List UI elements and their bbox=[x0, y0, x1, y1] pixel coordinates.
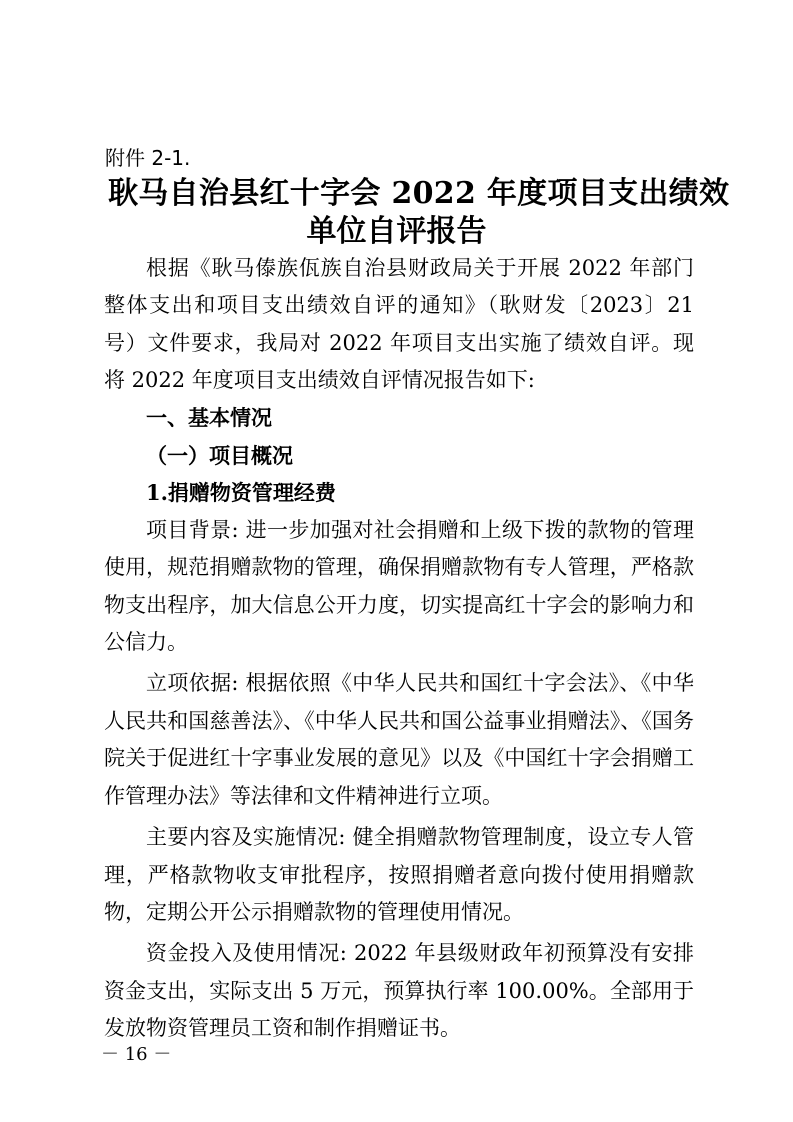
attachment-label: 附件 2-1. bbox=[105, 146, 191, 170]
subsection-heading-project-overview: （一）项目概况 bbox=[146, 443, 293, 469]
page-number: － 16 － bbox=[101, 1044, 172, 1065]
item-heading-donation-management: 1.捐赠物资管理经费 bbox=[146, 480, 336, 506]
report-body bbox=[104, 250, 694, 1048]
intro-paragraph: 根据《耿马傣族佤族自治县财政局关于开展 2022 年部门整体支出和项目支出绩效自评的通知》（耿财发〔2023〕21 号）文件要求，我局对 2022 年项目支出实施了绩效自评。现将 2022 年度项目支出绩效自评情况报告如下: bbox=[104, 256, 694, 393]
report-title-line2: 单位自评报告 bbox=[306, 214, 487, 249]
background-paragraph: 项目背景: 进一步加强对社会捐赠和上级下拨的款物的管理使用，规范捐赠款物的管理，确保捐赠款物有专人管理，严格款物支出程序，加大信息公开力度，切实提高红十字会的影响力和公信力。 bbox=[104, 517, 694, 655]
basis-paragraph: 立项依据: 根据依照《中华人民共和国红十字会法》、《中华人民共和国慈善法》、《中华人民共和国公益事业捐赠法》、《国务院关于促进红十字事业发展的意见》以及《中国红十字会捐赠工作管理办法》等法律和文件精神进行立项。 bbox=[104, 671, 694, 808]
report-title-line1: 耿马自治县红十字会 2022 年度项目支出绩效 bbox=[108, 176, 730, 211]
funds-paragraph: 资金投入及使用情况: 2022 年县级财政年初预算没有安排资金支出，实际支出 5 万元，预算执行率 100.00%。全部用于发放物资管理员工资和制作捐赠证书。 bbox=[104, 941, 694, 1041]
section-heading-basic-info: 一、基本情况 bbox=[146, 405, 272, 430]
content-paragraph: 主要内容及实施情况: 健全捐赠款物管理制度，设立专人管理，严格款物收支审批程序，按照捐赠者意向拨付使用捐赠款物，定期公开公示捐赠款物的管理使用情况。 bbox=[104, 825, 694, 924]
